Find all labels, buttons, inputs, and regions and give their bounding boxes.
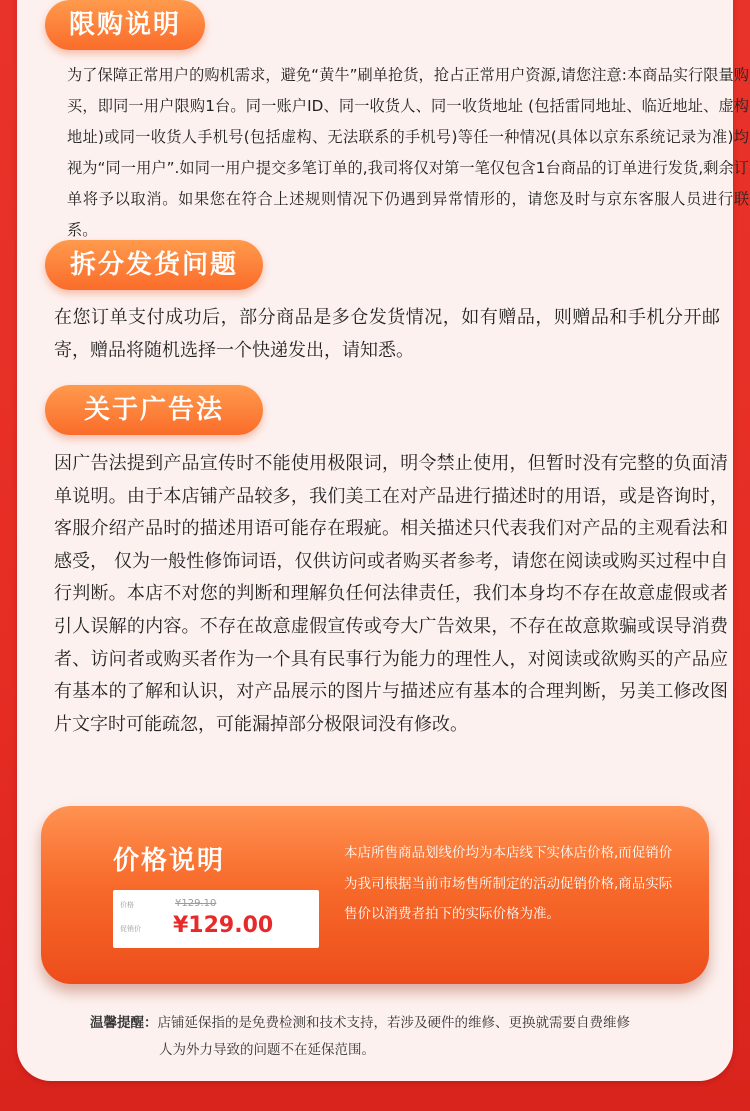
price-example-box xyxy=(113,890,319,948)
price-description: 本店所售商品划线价均为本店线下实体店价格,而促销价为我司根据当前市场售所制定的活动促销价格,商品实际售价以消费者拍下的实际价格为准。 xyxy=(344,845,673,922)
price-label-promo: 促销价 xyxy=(120,925,141,933)
tip-line-2: 人为外力导致的问题不在延保范围。 xyxy=(159,1042,375,1058)
section-title-split: 拆分发货问题 xyxy=(45,240,263,290)
price-current: ¥129.00 xyxy=(173,913,274,938)
price-original: ¥129.10 xyxy=(175,898,217,909)
warm-tip xyxy=(90,1010,690,1064)
tip-label: 温馨提醒： xyxy=(90,1015,158,1031)
split-text: 在您订单支付成功后，部分商品是多仓发货情况，如有赠品，则赠品和手机分开邮寄，赠品将随机选择一个快递发出，请知悉。 xyxy=(54,307,720,361)
limit-text: 为了保障正常用户的购机需求，避免“黄牛”刷单抢货，抢占正常用户资源,请您注意:本商品实行限量购买，即同一用户限购1台。同一账户ID、同一收货人、同一收货地址 (包括雷同地址、临近地址、虚构地址)或同一收货人手机号(包括虚构、无法联系的手机号)等任一种情况(具体以京东系统记录为准)均视为“同一用户”.如同一用户提交多笔订单的,我司将仅对第一笔仅包含1台商品的订单进行发货,剩余订单将予以取消。如果您在符合上述规则情况下仍遇到异常情形的，请您及时与京东客服人员进行联系。 xyxy=(67,66,749,239)
ad-law-text: 因广告法提到产品宣传时不能使用极限词，明令禁止使用，但暂时没有完整的负面清单说明。由于本店铺产品较多，我们美工在对产品进行描述时的用语，或是咨询时，客服介绍产品时的描述用语可能存在瑕疵。相关描述只代表我们对产品的主观看法和感受， 仅为一般性修饰词语，仅供访问或者购买者参考，请您在阅读或购买过程中自行判断。本店不对您的判断和理解负任何法律责任，我们本身均不存在故意虚假或者引人误解的内容。不存在故意虚假宣传或夸大广告效果，不存在故意欺骗或误导消费者、访问者或购买者作为一个具有民事行为能力的理性人，对阅读或欲购买的产品应有基本的了解和认识，对产品展示的图片与描述应有基本的合理判断，另美工修改图片文字时可能疏忽，可能漏掉部分极限词没有修改。 xyxy=(54,453,728,735)
section-title-limit: 限购说明 xyxy=(45,0,205,50)
price-label-original: 价格 xyxy=(120,901,134,909)
section-title-ad-law: 关于广告法 xyxy=(45,385,263,435)
price-title: 价格说明 xyxy=(113,846,226,876)
price-panel xyxy=(41,806,709,984)
tip-line-1: 店铺延保指的是免费检测和技术支持，若涉及硬件的维修、更换就需要自费维修 xyxy=(157,1015,630,1031)
